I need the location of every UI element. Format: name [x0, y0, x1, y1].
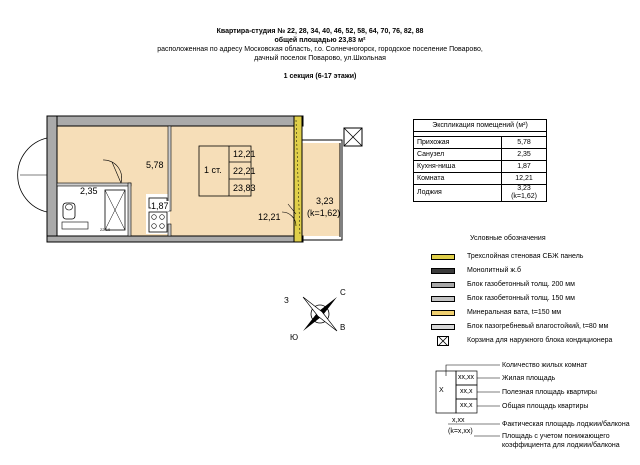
key-x: X [439, 387, 444, 394]
label-useful-area: 22,21 [233, 166, 256, 176]
legend-swatch [431, 268, 455, 274]
legend-swatch [431, 254, 455, 260]
legend-swatch [431, 310, 455, 316]
legend-swatch [437, 336, 449, 346]
loggia-floor [302, 143, 340, 236]
compass-north: С [340, 288, 346, 297]
stove [149, 212, 167, 232]
legend-label: Корзина для наружного блока кондиционера [467, 337, 613, 344]
key-xx1: xx,xx [458, 374, 474, 381]
address-line-1: расположенная по адресу Московская область, г.о. Солнечногорск, городское поселение Поварово, [157, 46, 483, 53]
label-room: 12,21 [258, 212, 281, 222]
legend-label: Трехслойная стеновая СБЖ панель [467, 253, 584, 260]
partition-wall [168, 126, 171, 211]
label-living-area: 12,21 [233, 149, 256, 159]
key-loggia-reduced: Площадь с учетом понижающего коэффициента для лоджии/балкона [502, 433, 620, 449]
legend-swatch [431, 296, 455, 302]
facade-wall [294, 116, 302, 242]
key-useful: Полезная площадь квартиры [502, 389, 597, 396]
explication-title: Экспликация помещений (м²) [414, 120, 547, 132]
table-row: Кухня-ниша 1,87 [414, 161, 547, 173]
address-line-2: дачный поселок Поварово, ул.Школьная [254, 55, 386, 62]
legend-label: Блок пазогребневый влагостойкий, t=80 мм [467, 323, 609, 330]
key-rooms: Количество жилых комнат [502, 362, 588, 369]
label-bathroom: 2,35 [80, 186, 98, 196]
legend-swatch [431, 282, 455, 288]
key-loggia-val: x,xx [452, 417, 465, 424]
table-row: Лоджия 3,23 (k=1,62) [414, 185, 547, 202]
key-total: Общая площадь квартиры [502, 403, 589, 410]
legend-label: Минеральная вата, t=150 мм [467, 309, 562, 316]
compass-west: З [284, 296, 289, 305]
bathroom-wall-right [128, 183, 131, 236]
legend-title: Условные обозначения [470, 235, 546, 242]
legend-label: Монолитный ж.б [467, 267, 521, 274]
bottom-wall [47, 236, 303, 242]
table-row: Комната 12,21 [414, 173, 547, 185]
label-room-count: 1 ст. [204, 165, 222, 175]
apartment-title: Квартира-студия № 22, 28, 34, 40, 46, 52, 58, 64, 70, 76, 82, 88 [216, 28, 424, 35]
section-label: 1 секция (6-17 этажи) [283, 73, 357, 80]
key-xx3: xx,x [460, 402, 473, 409]
label-loggia-area: 3,23 [316, 196, 334, 206]
legend-label: Блок газобетонный толщ. 150 мм [467, 295, 575, 302]
table-row: Прихожая 5,78 [414, 137, 547, 149]
explication-table [413, 119, 547, 202]
washbasin [62, 222, 88, 229]
key-loggia-fact: Фактическая площадь лоджии/балкона [502, 421, 630, 428]
label-entrance: 5,78 [146, 160, 164, 170]
key-loggia-coef: (k=x,xx) [448, 428, 473, 435]
key-living: Жилая площадь [502, 375, 556, 382]
label-total-area: 23,83 [233, 183, 256, 193]
legend-label: Блок газобетонный толщ. 200 мм [467, 281, 575, 288]
table-row: Санузел 2,35 [414, 149, 547, 161]
label-loggia-coef: (k=1,62) [307, 208, 341, 218]
compass-south: Ю [290, 333, 299, 342]
total-area-subtitle: общей площадью 23,83 м² [274, 37, 366, 44]
compass-east: В [340, 323, 346, 332]
legend-swatch [431, 324, 455, 330]
top-wall [47, 116, 303, 126]
label-kitchen: 1,87 [151, 201, 169, 211]
left-wall [47, 116, 57, 240]
label-small-mark: 22-10 [100, 227, 111, 232]
key-xx2: xx,x [460, 388, 473, 395]
